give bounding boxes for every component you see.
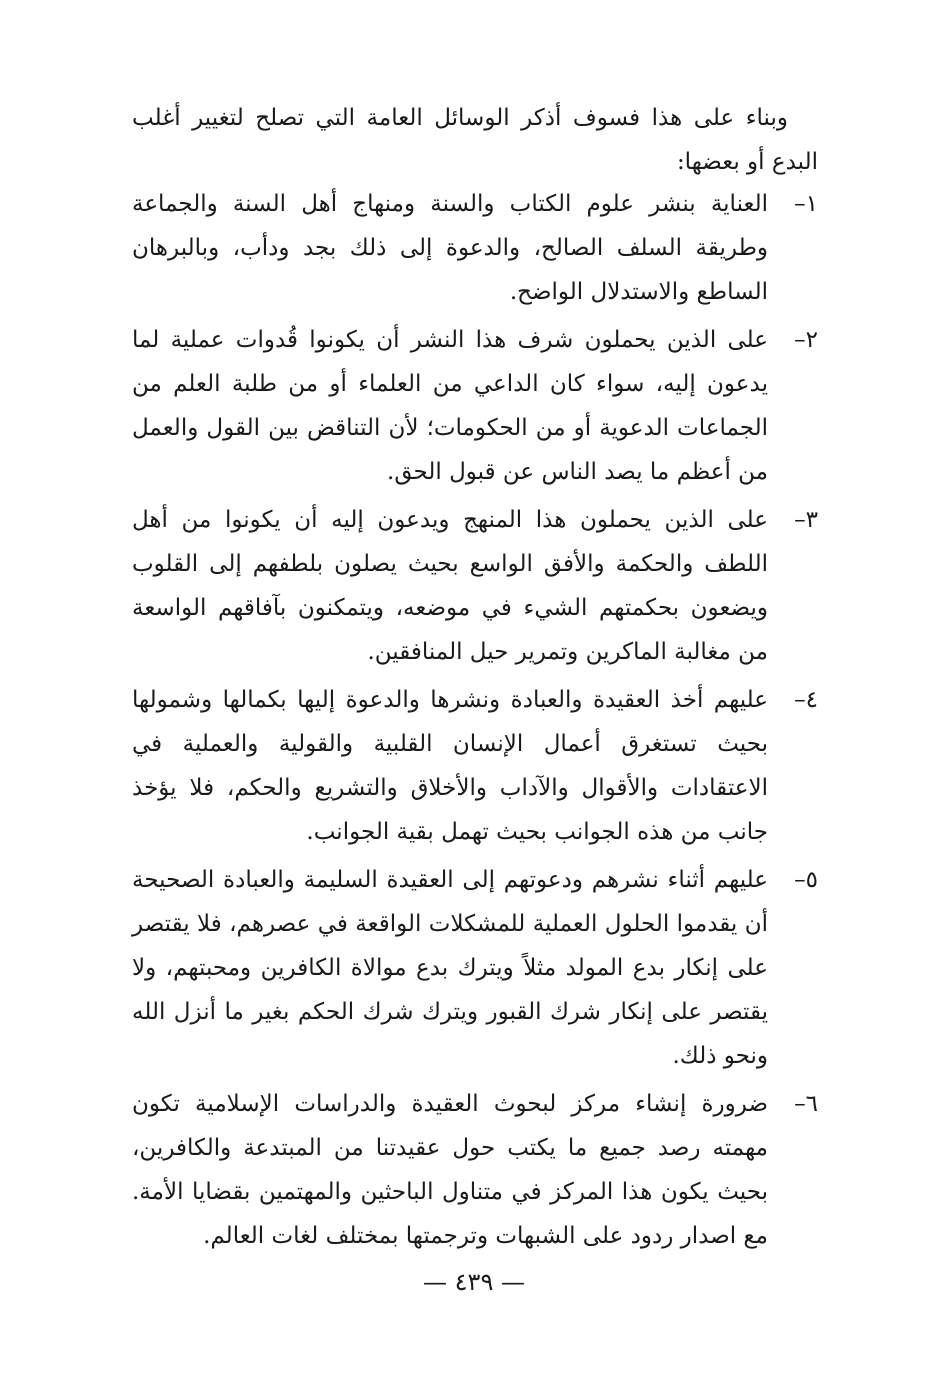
item-number: ٣– (794, 507, 818, 533)
item-number: ٦– (794, 1091, 818, 1117)
item-number: ٢– (794, 327, 818, 353)
numbered-list (132, 182, 818, 1262)
item-number: ١– (794, 191, 818, 217)
item-text: على الذين يحملون هذا المنهج ويدعون إليه أن يكونوا من أهل اللطف والحكمة والأفق الواسع بحيث يصلون بلطفهم إلى القلوب ويضعون بحكمتهم الشيء في موضعه، ويتمكنون بآفاقهم الواسعة من مغالبة الماكرين وتمرير حيل المنافقين. (132, 507, 768, 665)
list-item (132, 318, 818, 494)
item-text: العناية بنشر علوم الكتاب والسنة ومنهاج أهل السنة والجماعة وطريقة السلف الصالح، والدعوة إلى ذلك بجد ودأب، وبالبرهان الساطع والاستدلال الواضح. (132, 191, 768, 305)
list-item (132, 678, 818, 854)
list-item (132, 498, 818, 674)
item-text: على الذين يحملون شرف هذا النشر أن يكونوا قُدوات عملية لما يدعون إليه، سواء كان الداعي من العلماء أو من طلبة العلم من الجماعات الدعوية أو من الحكومات؛ لأن التناقض بين القول والعمل من أعظم ما يصد الناس عن قبول الحق. (132, 327, 768, 485)
list-item (132, 182, 818, 314)
item-text: عليهم أخذ العقيدة والعبادة ونشرها والدعوة إليها بكمالها وشمولها بحيث تستغرق أعمال الإنسان القلبية والقولية والعملية في الاعتقادات والأقوال والآداب والأخلاق والتشريع والحكم، فلا يؤخذ جانب من هذه الجوانب بحيث تهمل بقية الجوانب. (132, 687, 768, 845)
item-number: ٤– (794, 687, 818, 713)
item-number: ٥– (794, 867, 818, 893)
item-text: عليهم أثناء نشرهم ودعوتهم إلى العقيدة السليمة والعبادة الصحيحة أن يقدموا الحلول العملية للمشكلات الواقعة في عصرهم، فلا يقتصر على إنكار بدع المولد مثلاً ويترك بدع موالاة الكافرين ومحبتهم، ولا يقتصر على إنكار شرك القبور ويترك شرك الحكم بغير ما أنزل الله ونحو ذلك. (132, 867, 768, 1069)
intro-paragraph: وبناء على هذا فسوف أذكر الوسائل العامة التي تصلح لتغيير أغلب البدع أو بعضها: (132, 105, 818, 175)
list-item (132, 858, 818, 1078)
list-item (132, 1082, 818, 1258)
item-text: ضرورة إنشاء مركز لبحوث العقيدة والدراسات الإسلامية تكون مهمته رصد جميع ما يكتب حول عقيدتنا من المبتدعة والكافرين، بحيث يكون هذا المركز في متناول الباحثين والمهتمين بقضايا الأمة. مع اصدار ردود على الشبهات وترجمتها بمختلف لغات العالم. (132, 1091, 768, 1249)
page-number: — ٤٣٩ — (423, 1268, 525, 1296)
